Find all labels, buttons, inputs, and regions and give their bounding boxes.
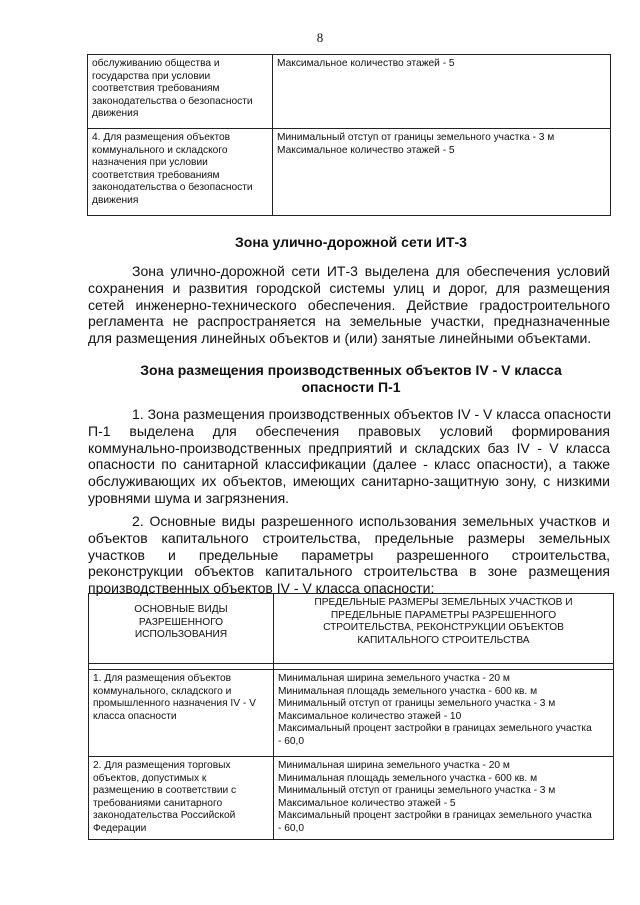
section-heading-it3: Зона улично-дорожной сети ИТ-3 [235, 234, 467, 250]
table-continued [87, 54, 611, 216]
table-cell-use: 2. Для размещения торговых объектов, допустимых к размещению в соответствии с требованиями санитарного законодательства Российской Федерации [89, 757, 274, 840]
table-cell-params: Максимальное количество этажей - 5 [273, 55, 611, 129]
paragraph-it3: Зона улично-дорожной сети ИТ-3 выделена для обеспечения условий сохранения и развития городской системы улиц и дорог, для размещения сетей инженерно-технического обеспечения. Действие градостроительного регламента не распространяется на земельные участки, предназначенные для размещения линейных объектов и (или) занятые линейными объектами. [88, 263, 610, 347]
table-cell-use: 4. Для размещения объектов коммунального и складского назначения при условии соответствия требованиям законодательства о безопасности движения [88, 129, 273, 216]
table-cell-params: Минимальная ширина земельного участка - 20 м Минимальная площадь земельного участка - 600 кв. м Минимальный отступ от границы земельного участка - 3 м Максимальное количество этажей - 10 Максимальный процент застройки в границах земельного участка - 60,0 [274, 670, 614, 757]
table-cell-use: 1. Для размещения объектов коммунального, складского и промышленного назначения IV - V класса опасности [89, 670, 274, 757]
table-cell-params: Минимальный отступ от границы земельного участка - 3 м Максимальное количество этажей - 5 [273, 129, 611, 216]
paragraph-p1-item2: 2. Основные виды разрешенного использования земельных участков и объектов капитального строительства, предельные размеры земельных участков и предельные параметры разрешенного строительства, реконструкции объектов капитального строительства в зоне размещения производственных объектов IV - V класса опасности: [88, 513, 610, 597]
header-cell-use: ОСНОВНЫЕ ВИДЫ РАЗРЕШЕННОГО ИСПОЛЬЗОВАНИЯ [89, 594, 274, 664]
header-cell-params: ПРЕДЕЛЬНЫЕ РАЗМЕРЫ ЗЕМЕЛЬНЫХ УЧАСТКОВ И ПРЕДЕЛЬНЫЕ ПАРАМЕТРЫ РАЗРЕШЕННОГО СТРОИТЕЛЬСТВА, РЕКОНСТРУКЦИИ ОБЪЕКТОВ КАПИТАЛЬНОГО СТРОИТЕЛЬСТВА [274, 594, 614, 664]
section-heading-p1: Зона размещения производственных объектов IV - V класса опасности П-1 [140, 362, 562, 395]
table-row [89, 757, 614, 840]
table-zone-p1 [88, 593, 614, 840]
table-cell-params: Минимальная ширина земельного участка - 20 м Минимальная площадь земельного участка - 600 кв. м Минимальный отступ от границы земельного участка - 3 м Максимальное количество этажей - 5 Максимальный процент застройки в границах земельного участка - 60,0 [274, 757, 614, 840]
table-row [88, 55, 611, 129]
table-cell-use: обслуживанию общества и государства при условии соответствия требованиям законодательства о безопасности движения [88, 55, 273, 129]
table-row [89, 670, 614, 757]
page-number: 8 [316, 30, 324, 45]
table-header-row [89, 594, 614, 664]
table-row [88, 129, 611, 216]
paragraph-p1-item1: 1. Зона размещения производственных объектов IV - V класса опасности П-1 выделена для обеспечения правовых условий формирования коммунально-производственных предприятий и складских баз IV - V класса опасности по санитарной классификации (далее - класс опасности), а также обслуживающих их объектов, имеющих санитарно-защитную зону, с низкими уровнями шума и загрязнения. [88, 406, 612, 506]
